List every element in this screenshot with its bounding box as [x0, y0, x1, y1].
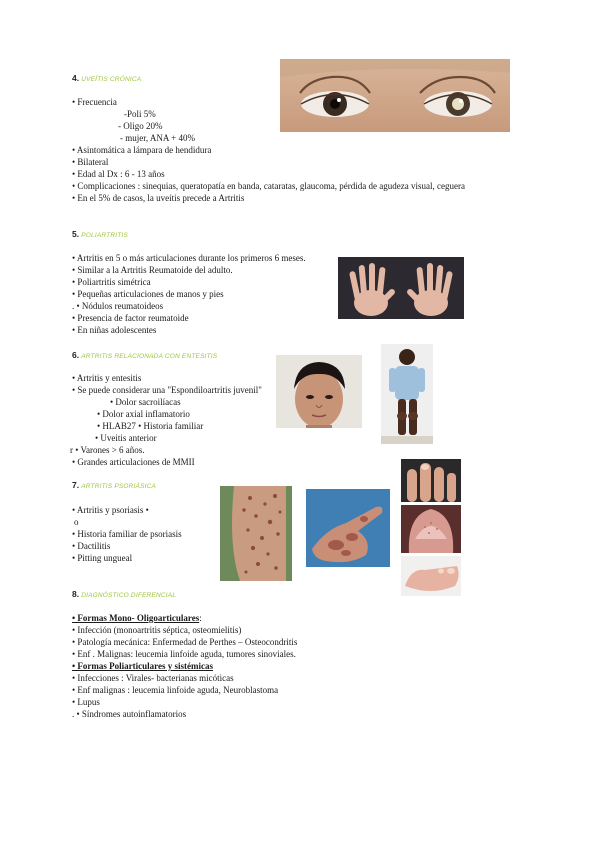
s6-line-6: r • Varones > 6 años.: [70, 445, 145, 455]
s5-line-6: • En niñas adolescentes: [72, 325, 157, 335]
s4-line-7: • Complicaciones : sinequias, queratopatía en banda, cataratas, glaucoma, pérdida de agudeza visual, ceguera: [72, 181, 465, 191]
s5-line-3: • Pequeñas articulaciones de manos y pies: [72, 289, 224, 299]
s8-heading-2: [72, 661, 213, 672]
pitting-nail-photo: [401, 505, 461, 553]
child-standing-photo: [381, 344, 433, 444]
toe-photo: [401, 556, 461, 596]
s6-line-5: • Uveitis anterior: [95, 433, 157, 443]
s5-line-0: • Artritis en 5 o más articulaciones durante los primeros 6 meses.: [72, 253, 306, 263]
s6-line-2: • Dolor sacroilíacas: [110, 397, 181, 407]
section-6-number: 6.: [72, 350, 80, 360]
psoriasis-back-photo: [220, 486, 292, 581]
section-6-title: [72, 350, 217, 360]
s6-line-1: • Se puede considerar una "Espondiloartritis juvenil": [72, 385, 262, 395]
s8-line2-3: . • Síndromes autoinflamatorios: [72, 709, 187, 719]
section-4-number: 4.: [72, 73, 80, 83]
s7-line-2: • Historia familiar de psoriasis: [72, 529, 182, 539]
section-4-title: [72, 73, 141, 83]
s4-line-6: • Edad al Dx : 6 - 13 años: [72, 169, 165, 179]
s4-line-1: -Poli 5%: [124, 109, 156, 119]
section-5-title: [72, 229, 128, 239]
s6-line-4: • HLAB27 • Historia familiar: [97, 421, 204, 431]
section-4-name: UVEÍTIS CRÓNICA: [81, 76, 142, 83]
section-5-name: POLIARTRITIS: [81, 232, 128, 239]
s8-line2-1: • Enf malignas : leucemia linfoide aguda, Neuroblastoma: [72, 685, 279, 695]
section-8-name: DIAGNÓSTICO DIFERENCIAL: [81, 592, 177, 599]
s8-heading-2-text: • Formas Poliarticulares y sistémicas: [72, 661, 213, 671]
s7-line-4: • Pitting ungueal: [72, 553, 133, 563]
s8-line1-2: • Enf . Malignas: leucemia linfoide aguda, tumores sinoviales.: [72, 649, 296, 659]
s6-line-0: • Artritis y entesitis: [72, 373, 142, 383]
s5-line-4: . • Nódulos reumatoideos: [72, 301, 164, 311]
s4-line-5: • Bilateral: [72, 157, 109, 167]
section-7-number: 7.: [72, 480, 80, 490]
swollen-finger-photo: [401, 459, 461, 502]
s7-line-3: • Dactilitis: [72, 541, 111, 551]
section-6-name: ARTRITIS RELACIONADA CON ENTESITIS: [81, 353, 218, 360]
s5-line-2: • Poliartritis simétrica: [72, 277, 151, 287]
s7-line-1: o: [74, 517, 79, 527]
s5-line-5: • Presencia de factor reumatoide: [72, 313, 189, 323]
section-7-name: ARTRITIS PSORIÁSICA: [81, 483, 157, 490]
s4-line-0: • Frecuencia: [72, 97, 117, 107]
s6-line-7: • Grandes articulaciones de MMII: [72, 457, 195, 467]
s8-heading-1-tail: :: [199, 613, 202, 623]
section-7-title: [72, 480, 156, 490]
s7-line-0: • Artritis y psoriasis •: [72, 505, 149, 515]
boy-face-photo: [276, 355, 362, 428]
s4-line-2: - Oligo 20%: [118, 121, 163, 131]
s8-line2-0: • Infecciones : Virales- bacterianas micóticas: [72, 673, 234, 683]
s8-heading-1-text: • Formas Mono- Oligoarticulares: [72, 613, 200, 623]
hands-photo: [338, 257, 464, 319]
s5-line-1: • Similar a la Artritis Reumatoide del adulto.: [72, 265, 233, 275]
s8-heading-1: [72, 613, 202, 624]
s8-line2-2: • Lupus: [72, 697, 100, 707]
s4-line-4: • Asintomática a lámpara de hendidura: [72, 145, 212, 155]
psoriasis-hand-photo: [306, 489, 390, 567]
s8-line1-0: • Infección (monoartritis séptica, osteomielitis): [72, 625, 242, 635]
section-8-number: 8.: [72, 589, 80, 599]
s8-line1-1: • Patología mecánica: Enfermedad de Perthes – Osteocondritis: [72, 637, 298, 647]
section-8-title: [72, 589, 176, 599]
s4-line-8: • En el 5% de casos, la uveítis precede a Artritis: [72, 193, 245, 203]
section-5-number: 5.: [72, 229, 80, 239]
s4-line-3: - mujer, ANA + 40%: [120, 133, 195, 143]
s6-line-3: • Dolor axial inflamatorio: [97, 409, 190, 419]
eyes-photo: [280, 59, 510, 132]
